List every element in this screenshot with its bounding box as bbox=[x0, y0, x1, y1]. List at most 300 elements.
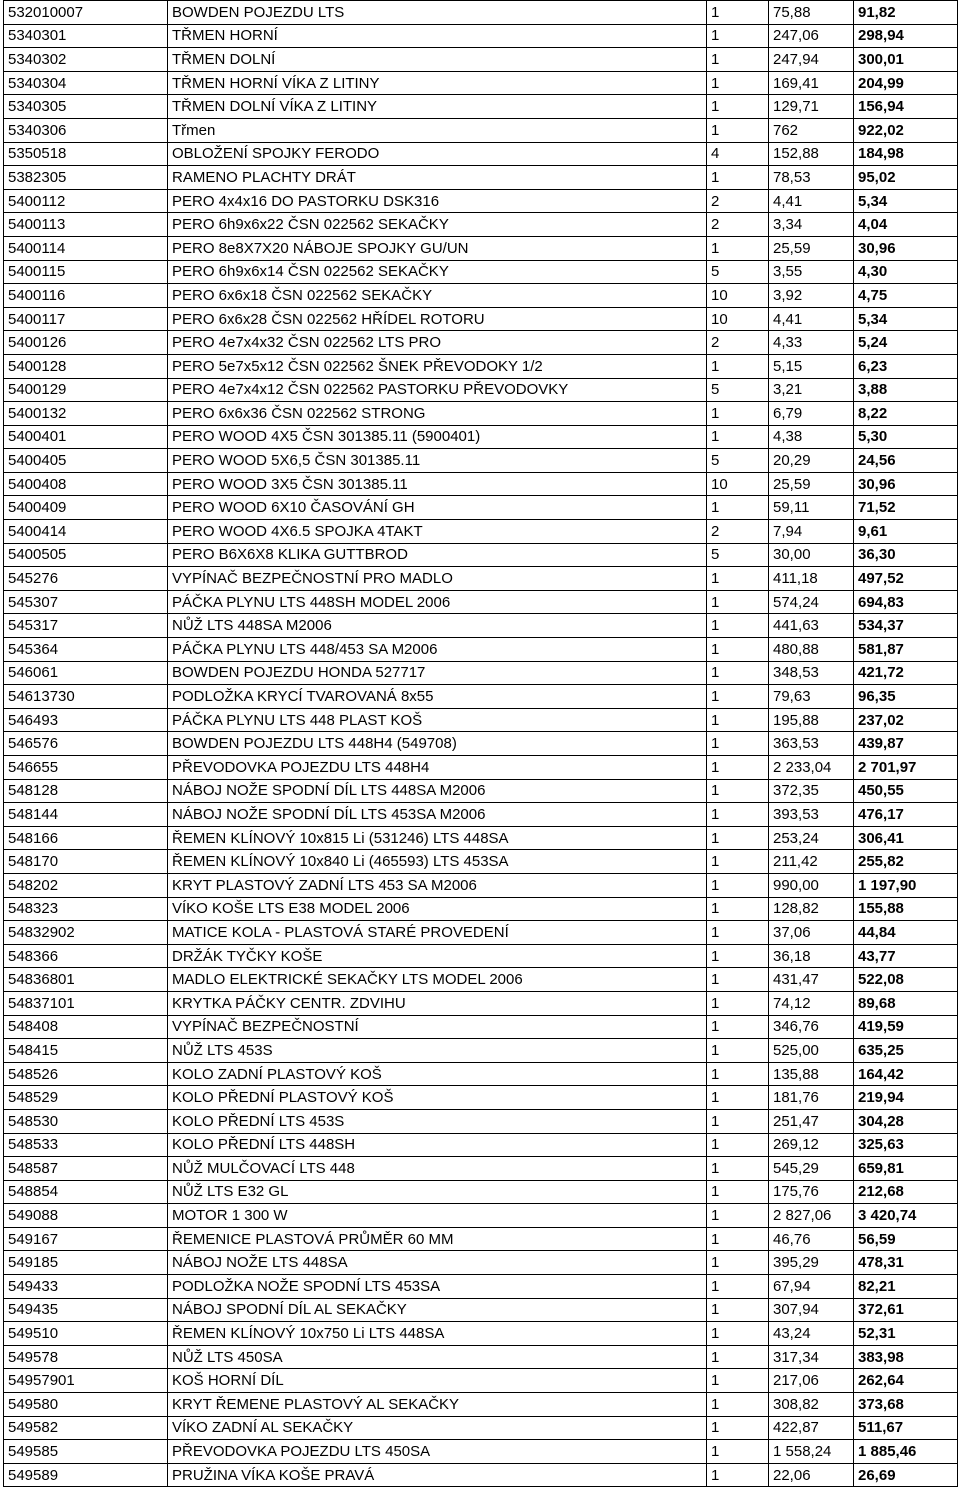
item-name: PERO WOOD 3X5 ČSN 301385.11 bbox=[168, 472, 707, 496]
item-code: 549582 bbox=[4, 1416, 168, 1440]
item-total-price: 439,87 bbox=[854, 732, 958, 756]
item-unit-price: 169,41 bbox=[769, 71, 854, 95]
item-total-price: 450,55 bbox=[854, 779, 958, 803]
item-code: 548530 bbox=[4, 1109, 168, 1133]
item-quantity: 1 bbox=[707, 779, 769, 803]
item-unit-price: 525,00 bbox=[769, 1039, 854, 1063]
item-total-price: 372,61 bbox=[854, 1298, 958, 1322]
item-unit-price: 30,00 bbox=[769, 543, 854, 567]
item-name: PERO 8e8X7X20 NÁBOJE SPOJKY GU/UN bbox=[168, 236, 707, 260]
item-code: 532010007 bbox=[4, 1, 168, 25]
item-quantity: 1 bbox=[707, 826, 769, 850]
item-total-price: 1 197,90 bbox=[854, 873, 958, 897]
table-row bbox=[4, 850, 958, 874]
item-name: PŘEVODOVKA POJEZDU LTS 450SA bbox=[168, 1440, 707, 1464]
item-quantity: 1 bbox=[707, 1109, 769, 1133]
item-code: 546061 bbox=[4, 661, 168, 685]
item-code: 54836801 bbox=[4, 968, 168, 992]
item-total-price: 304,28 bbox=[854, 1109, 958, 1133]
item-quantity: 10 bbox=[707, 472, 769, 496]
table-row bbox=[4, 1393, 958, 1417]
item-total-price: 91,82 bbox=[854, 1, 958, 25]
item-unit-price: 5,15 bbox=[769, 354, 854, 378]
item-name: PERO 6x6x28 ČSN 022562 HŘÍDEL ROTORU bbox=[168, 307, 707, 331]
item-code: 54832902 bbox=[4, 921, 168, 945]
item-quantity: 1 bbox=[707, 425, 769, 449]
item-unit-price: 152,88 bbox=[769, 142, 854, 166]
item-quantity: 1 bbox=[707, 1204, 769, 1228]
table-row bbox=[4, 1416, 958, 1440]
table-row bbox=[4, 1204, 958, 1228]
item-total-price: 30,96 bbox=[854, 236, 958, 260]
table-row bbox=[4, 1298, 958, 1322]
item-unit-price: 247,06 bbox=[769, 24, 854, 48]
item-quantity: 1 bbox=[707, 921, 769, 945]
item-code: 549585 bbox=[4, 1440, 168, 1464]
item-name: PERO 6x6x18 ČSN 022562 SEKAČKY bbox=[168, 284, 707, 308]
item-total-price: 922,02 bbox=[854, 118, 958, 142]
item-total-price: 581,87 bbox=[854, 638, 958, 662]
item-unit-price: 3,34 bbox=[769, 213, 854, 237]
item-quantity: 1 bbox=[707, 1015, 769, 1039]
item-total-price: 325,63 bbox=[854, 1133, 958, 1157]
item-unit-price: 480,88 bbox=[769, 638, 854, 662]
item-code: 545364 bbox=[4, 638, 168, 662]
table-row bbox=[4, 873, 958, 897]
table-row bbox=[4, 590, 958, 614]
item-unit-price: 317,34 bbox=[769, 1345, 854, 1369]
item-total-price: 3,88 bbox=[854, 378, 958, 402]
item-quantity: 1 bbox=[707, 1322, 769, 1346]
item-name: PÁČKA PLYNU LTS 448 PLAST KOŠ bbox=[168, 708, 707, 732]
table-row bbox=[4, 520, 958, 544]
item-code: 546655 bbox=[4, 756, 168, 780]
item-total-price: 2 701,97 bbox=[854, 756, 958, 780]
table-row bbox=[4, 24, 958, 48]
item-code: 548366 bbox=[4, 944, 168, 968]
item-quantity: 1 bbox=[707, 1416, 769, 1440]
item-unit-price: 4,41 bbox=[769, 189, 854, 213]
item-code: 548166 bbox=[4, 826, 168, 850]
item-total-price: 255,82 bbox=[854, 850, 958, 874]
item-total-price: 204,99 bbox=[854, 71, 958, 95]
item-name: VYPÍNAČ BEZPEČNOSTNÍ bbox=[168, 1015, 707, 1039]
table-row bbox=[4, 1463, 958, 1487]
item-unit-price: 46,76 bbox=[769, 1227, 854, 1251]
item-total-price: 300,01 bbox=[854, 48, 958, 72]
item-quantity: 1 bbox=[707, 732, 769, 756]
item-code: 5400126 bbox=[4, 331, 168, 355]
item-code: 5400409 bbox=[4, 496, 168, 520]
item-unit-price: 253,24 bbox=[769, 826, 854, 850]
item-total-price: 298,94 bbox=[854, 24, 958, 48]
item-unit-price: 395,29 bbox=[769, 1251, 854, 1275]
item-name: NÁBOJ NOŽE LTS 448SA bbox=[168, 1251, 707, 1275]
item-name: BOWDEN POJEZDU HONDA 527717 bbox=[168, 661, 707, 685]
table-row bbox=[4, 732, 958, 756]
table-row bbox=[4, 803, 958, 827]
item-quantity: 5 bbox=[707, 449, 769, 473]
item-name: KOLO PŘEDNÍ LTS 453S bbox=[168, 1109, 707, 1133]
item-name: PERO WOOD 4X6.5 SPOJKA 4TAKT bbox=[168, 520, 707, 544]
item-total-price: 95,02 bbox=[854, 166, 958, 190]
item-unit-price: 79,63 bbox=[769, 685, 854, 709]
item-name: TŘMEN DOLNÍ bbox=[168, 48, 707, 72]
item-code: 5400115 bbox=[4, 260, 168, 284]
item-total-price: 5,24 bbox=[854, 331, 958, 355]
table-row bbox=[4, 944, 958, 968]
item-code: 545276 bbox=[4, 567, 168, 591]
item-total-price: 306,41 bbox=[854, 826, 958, 850]
item-code: 548323 bbox=[4, 897, 168, 921]
item-total-price: 184,98 bbox=[854, 142, 958, 166]
item-code: 549167 bbox=[4, 1227, 168, 1251]
item-name: NŮŽ LTS 448SA M2006 bbox=[168, 614, 707, 638]
item-unit-price: 411,18 bbox=[769, 567, 854, 591]
item-code: 549580 bbox=[4, 1393, 168, 1417]
item-name: NÁBOJ NOŽE SPODNÍ DÍL LTS 453SA M2006 bbox=[168, 803, 707, 827]
item-quantity: 1 bbox=[707, 1227, 769, 1251]
item-unit-price: 308,82 bbox=[769, 1393, 854, 1417]
item-unit-price: 129,71 bbox=[769, 95, 854, 119]
table-row bbox=[4, 826, 958, 850]
item-unit-price: 2 827,06 bbox=[769, 1204, 854, 1228]
item-unit-price: 393,53 bbox=[769, 803, 854, 827]
item-name: PODLOŽKA KRYCÍ TVAROVANÁ 8x55 bbox=[168, 685, 707, 709]
item-quantity: 1 bbox=[707, 236, 769, 260]
item-quantity: 1 bbox=[707, 944, 769, 968]
item-total-price: 511,67 bbox=[854, 1416, 958, 1440]
table-row bbox=[4, 1345, 958, 1369]
item-unit-price: 135,88 bbox=[769, 1062, 854, 1086]
item-unit-price: 211,42 bbox=[769, 850, 854, 874]
table-row bbox=[4, 48, 958, 72]
item-total-price: 522,08 bbox=[854, 968, 958, 992]
table-row bbox=[4, 189, 958, 213]
item-quantity: 5 bbox=[707, 378, 769, 402]
item-name: PERO 5e7x5x12 ČSN 022562 ŠNEK PŘEVODOKY 1/2 bbox=[168, 354, 707, 378]
item-quantity: 1 bbox=[707, 803, 769, 827]
item-total-price: 43,77 bbox=[854, 944, 958, 968]
item-quantity: 1 bbox=[707, 1275, 769, 1299]
table-row bbox=[4, 708, 958, 732]
item-quantity: 2 bbox=[707, 189, 769, 213]
item-total-price: 30,96 bbox=[854, 472, 958, 496]
item-total-price: 71,52 bbox=[854, 496, 958, 520]
item-total-price: 5,34 bbox=[854, 307, 958, 331]
item-name: OBLOŽENÍ SPOJKY FERODO bbox=[168, 142, 707, 166]
table-row bbox=[4, 1109, 958, 1133]
item-unit-price: 574,24 bbox=[769, 590, 854, 614]
item-code: 5400112 bbox=[4, 189, 168, 213]
item-name: NÁBOJ NOŽE SPODNÍ DÍL LTS 448SA M2006 bbox=[168, 779, 707, 803]
item-quantity: 1 bbox=[707, 1062, 769, 1086]
item-name: KOLO PŘEDNÍ PLASTOVÝ KOŠ bbox=[168, 1086, 707, 1110]
item-code: 5400117 bbox=[4, 307, 168, 331]
item-code: 5400114 bbox=[4, 236, 168, 260]
item-code: 546576 bbox=[4, 732, 168, 756]
item-total-price: 44,84 bbox=[854, 921, 958, 945]
item-total-price: 26,69 bbox=[854, 1463, 958, 1487]
item-name: PERO WOOD 4X5 ČSN 301385.11 (5900401) bbox=[168, 425, 707, 449]
item-unit-price: 762 bbox=[769, 118, 854, 142]
item-total-price: 24,56 bbox=[854, 449, 958, 473]
item-name: PERO B6X6X8 KLIKA GUTTBROD bbox=[168, 543, 707, 567]
item-name: ŘEMEN KLÍNOVÝ 10x840 Li (465593) LTS 453SA bbox=[168, 850, 707, 874]
item-name: PŘEVODOVKA POJEZDU LTS 448H4 bbox=[168, 756, 707, 780]
item-name: MATICE KOLA - PLASTOVÁ STARÉ PROVEDENÍ bbox=[168, 921, 707, 945]
item-code: 549088 bbox=[4, 1204, 168, 1228]
item-code: 548128 bbox=[4, 779, 168, 803]
item-code: 548854 bbox=[4, 1180, 168, 1204]
item-total-price: 5,30 bbox=[854, 425, 958, 449]
item-code: 548587 bbox=[4, 1157, 168, 1181]
item-code: 5400129 bbox=[4, 378, 168, 402]
item-unit-price: 128,82 bbox=[769, 897, 854, 921]
item-quantity: 1 bbox=[707, 614, 769, 638]
item-quantity: 4 bbox=[707, 142, 769, 166]
item-name: BOWDEN POJEZDU LTS bbox=[168, 1, 707, 25]
item-code: 548144 bbox=[4, 803, 168, 827]
item-code: 548202 bbox=[4, 873, 168, 897]
item-unit-price: 4,33 bbox=[769, 331, 854, 355]
item-quantity: 5 bbox=[707, 260, 769, 284]
table-row bbox=[4, 213, 958, 237]
table-row bbox=[4, 921, 958, 945]
table-row bbox=[4, 71, 958, 95]
price-list-table bbox=[3, 0, 958, 1487]
table-row bbox=[4, 1369, 958, 1393]
item-name: KRYT PLASTOVÝ ZADNÍ LTS 453 SA M2006 bbox=[168, 873, 707, 897]
item-name: VYPÍNAČ BEZPEČNOSTNÍ PRO MADLO bbox=[168, 567, 707, 591]
item-unit-price: 25,59 bbox=[769, 236, 854, 260]
item-code: 549510 bbox=[4, 1322, 168, 1346]
item-quantity: 1 bbox=[707, 708, 769, 732]
item-quantity: 1 bbox=[707, 1369, 769, 1393]
table-row bbox=[4, 1157, 958, 1181]
item-name: ŘEMEN KLÍNOVÝ 10x750 Li LTS 448SA bbox=[168, 1322, 707, 1346]
item-unit-price: 4,38 bbox=[769, 425, 854, 449]
item-total-price: 52,31 bbox=[854, 1322, 958, 1346]
item-name: KRYTKA PÁČKY CENTR. ZDVIHU bbox=[168, 991, 707, 1015]
table-row bbox=[4, 1039, 958, 1063]
item-unit-price: 43,24 bbox=[769, 1322, 854, 1346]
item-name: PERO 6h9x6x14 ČSN 022562 SEKAČKY bbox=[168, 260, 707, 284]
item-name: PÁČKA PLYNU LTS 448SH MODEL 2006 bbox=[168, 590, 707, 614]
item-code: 548533 bbox=[4, 1133, 168, 1157]
item-quantity: 1 bbox=[707, 71, 769, 95]
item-unit-price: 195,88 bbox=[769, 708, 854, 732]
item-name: TŘMEN HORNÍ VÍKA Z LITINY bbox=[168, 71, 707, 95]
table-row bbox=[4, 1062, 958, 1086]
item-unit-price: 251,47 bbox=[769, 1109, 854, 1133]
table-row bbox=[4, 897, 958, 921]
item-code: 5400401 bbox=[4, 425, 168, 449]
table-row bbox=[4, 472, 958, 496]
item-code: 54957901 bbox=[4, 1369, 168, 1393]
item-total-price: 96,35 bbox=[854, 685, 958, 709]
table-row bbox=[4, 118, 958, 142]
table-row bbox=[4, 425, 958, 449]
item-unit-price: 990,00 bbox=[769, 873, 854, 897]
item-total-price: 4,75 bbox=[854, 284, 958, 308]
table-row bbox=[4, 614, 958, 638]
table-row bbox=[4, 1, 958, 25]
item-code: 548529 bbox=[4, 1086, 168, 1110]
item-code: 5350518 bbox=[4, 142, 168, 166]
item-code: 5340306 bbox=[4, 118, 168, 142]
table-row bbox=[4, 1180, 958, 1204]
item-unit-price: 545,29 bbox=[769, 1157, 854, 1181]
table-row bbox=[4, 307, 958, 331]
item-name: PERO WOOD 5X6,5 ČSN 301385.11 bbox=[168, 449, 707, 473]
item-quantity: 1 bbox=[707, 95, 769, 119]
table-row bbox=[4, 496, 958, 520]
table-row bbox=[4, 354, 958, 378]
table-row bbox=[4, 1227, 958, 1251]
item-name: PÁČKA PLYNU LTS 448/453 SA M2006 bbox=[168, 638, 707, 662]
item-unit-price: 20,29 bbox=[769, 449, 854, 473]
item-quantity: 1 bbox=[707, 354, 769, 378]
item-quantity: 1 bbox=[707, 1345, 769, 1369]
item-name: PERO 6h9x6x22 ČSN 022562 SEKAČKY bbox=[168, 213, 707, 237]
item-unit-price: 3,55 bbox=[769, 260, 854, 284]
item-quantity: 2 bbox=[707, 331, 769, 355]
table-row bbox=[4, 1440, 958, 1464]
item-total-price: 155,88 bbox=[854, 897, 958, 921]
item-unit-price: 22,06 bbox=[769, 1463, 854, 1487]
item-code: 549435 bbox=[4, 1298, 168, 1322]
item-unit-price: 75,88 bbox=[769, 1, 854, 25]
item-quantity: 1 bbox=[707, 1463, 769, 1487]
item-total-price: 237,02 bbox=[854, 708, 958, 732]
item-code: 545307 bbox=[4, 590, 168, 614]
item-code: 548415 bbox=[4, 1039, 168, 1063]
table-row bbox=[4, 1086, 958, 1110]
item-quantity: 1 bbox=[707, 897, 769, 921]
item-quantity: 1 bbox=[707, 1086, 769, 1110]
table-row bbox=[4, 331, 958, 355]
item-code: 5400128 bbox=[4, 354, 168, 378]
table-row bbox=[4, 449, 958, 473]
item-total-price: 89,68 bbox=[854, 991, 958, 1015]
item-total-price: 82,21 bbox=[854, 1275, 958, 1299]
item-total-price: 659,81 bbox=[854, 1157, 958, 1181]
item-code: 5382305 bbox=[4, 166, 168, 190]
item-total-price: 534,37 bbox=[854, 614, 958, 638]
item-quantity: 1 bbox=[707, 1393, 769, 1417]
item-quantity: 1 bbox=[707, 1157, 769, 1181]
item-quantity: 10 bbox=[707, 284, 769, 308]
price-list-body bbox=[4, 1, 958, 1487]
table-row bbox=[4, 1133, 958, 1157]
item-quantity: 1 bbox=[707, 661, 769, 685]
item-total-price: 262,64 bbox=[854, 1369, 958, 1393]
table-row bbox=[4, 284, 958, 308]
item-quantity: 2 bbox=[707, 213, 769, 237]
item-code: 54837101 bbox=[4, 991, 168, 1015]
item-name: KOLO ZADNÍ PLASTOVÝ KOŠ bbox=[168, 1062, 707, 1086]
item-quantity: 1 bbox=[707, 1039, 769, 1063]
item-total-price: 36,30 bbox=[854, 543, 958, 567]
table-row bbox=[4, 95, 958, 119]
table-row bbox=[4, 1015, 958, 1039]
table-row bbox=[4, 1275, 958, 1299]
item-name: Třmen bbox=[168, 118, 707, 142]
table-row bbox=[4, 756, 958, 780]
item-code: 548526 bbox=[4, 1062, 168, 1086]
item-unit-price: 269,12 bbox=[769, 1133, 854, 1157]
item-code: 546493 bbox=[4, 708, 168, 732]
item-total-price: 1 885,46 bbox=[854, 1440, 958, 1464]
item-total-price: 635,25 bbox=[854, 1039, 958, 1063]
item-unit-price: 3,92 bbox=[769, 284, 854, 308]
item-name: PERO 4e7x4x12 ČSN 022562 PASTORKU PŘEVODOVKY bbox=[168, 378, 707, 402]
item-unit-price: 25,59 bbox=[769, 472, 854, 496]
item-name: TŘMEN DOLNÍ VÍKA Z LITINY bbox=[168, 95, 707, 119]
item-code: 5400113 bbox=[4, 213, 168, 237]
item-total-price: 6,23 bbox=[854, 354, 958, 378]
item-name: TŘMEN HORNÍ bbox=[168, 24, 707, 48]
item-name: NŮŽ LTS 450SA bbox=[168, 1345, 707, 1369]
item-unit-price: 37,06 bbox=[769, 921, 854, 945]
table-row bbox=[4, 142, 958, 166]
item-unit-price: 59,11 bbox=[769, 496, 854, 520]
item-code: 54613730 bbox=[4, 685, 168, 709]
item-name: ŘEMEN KLÍNOVÝ 10x815 Li (531246) LTS 448SA bbox=[168, 826, 707, 850]
item-name: PODLOŽKA NOŽE SPODNÍ LTS 453SA bbox=[168, 1275, 707, 1299]
item-unit-price: 346,76 bbox=[769, 1015, 854, 1039]
item-quantity: 1 bbox=[707, 638, 769, 662]
item-unit-price: 7,94 bbox=[769, 520, 854, 544]
item-unit-price: 74,12 bbox=[769, 991, 854, 1015]
item-total-price: 164,42 bbox=[854, 1062, 958, 1086]
item-quantity: 5 bbox=[707, 543, 769, 567]
table-row bbox=[4, 661, 958, 685]
item-quantity: 1 bbox=[707, 685, 769, 709]
item-unit-price: 78,53 bbox=[769, 166, 854, 190]
item-unit-price: 1 558,24 bbox=[769, 1440, 854, 1464]
item-name: NÁBOJ SPODNÍ DÍL AL SEKAČKY bbox=[168, 1298, 707, 1322]
item-quantity: 1 bbox=[707, 850, 769, 874]
item-name: MADLO ELEKTRICKÉ SEKAČKY LTS MODEL 2006 bbox=[168, 968, 707, 992]
item-code: 549185 bbox=[4, 1251, 168, 1275]
item-name: KRYT ŘEMENE PLASTOVÝ AL SEKAČKY bbox=[168, 1393, 707, 1417]
table-row bbox=[4, 543, 958, 567]
table-row bbox=[4, 638, 958, 662]
item-quantity: 2 bbox=[707, 520, 769, 544]
item-name: KOŠ HORNÍ DÍL bbox=[168, 1369, 707, 1393]
item-total-price: 212,68 bbox=[854, 1180, 958, 1204]
item-unit-price: 2 233,04 bbox=[769, 756, 854, 780]
table-row bbox=[4, 1322, 958, 1346]
item-total-price: 383,98 bbox=[854, 1345, 958, 1369]
item-unit-price: 6,79 bbox=[769, 402, 854, 426]
item-quantity: 1 bbox=[707, 873, 769, 897]
item-code: 5400116 bbox=[4, 284, 168, 308]
item-total-price: 56,59 bbox=[854, 1227, 958, 1251]
item-total-price: 421,72 bbox=[854, 661, 958, 685]
item-total-price: 478,31 bbox=[854, 1251, 958, 1275]
item-code: 5340301 bbox=[4, 24, 168, 48]
item-code: 5340305 bbox=[4, 95, 168, 119]
table-row bbox=[4, 166, 958, 190]
item-quantity: 1 bbox=[707, 1298, 769, 1322]
item-name: VÍKO KOŠE LTS E38 MODEL 2006 bbox=[168, 897, 707, 921]
item-quantity: 1 bbox=[707, 1, 769, 25]
item-name: NŮŽ LTS 453S bbox=[168, 1039, 707, 1063]
item-name: BOWDEN POJEZDU LTS 448H4 (549708) bbox=[168, 732, 707, 756]
